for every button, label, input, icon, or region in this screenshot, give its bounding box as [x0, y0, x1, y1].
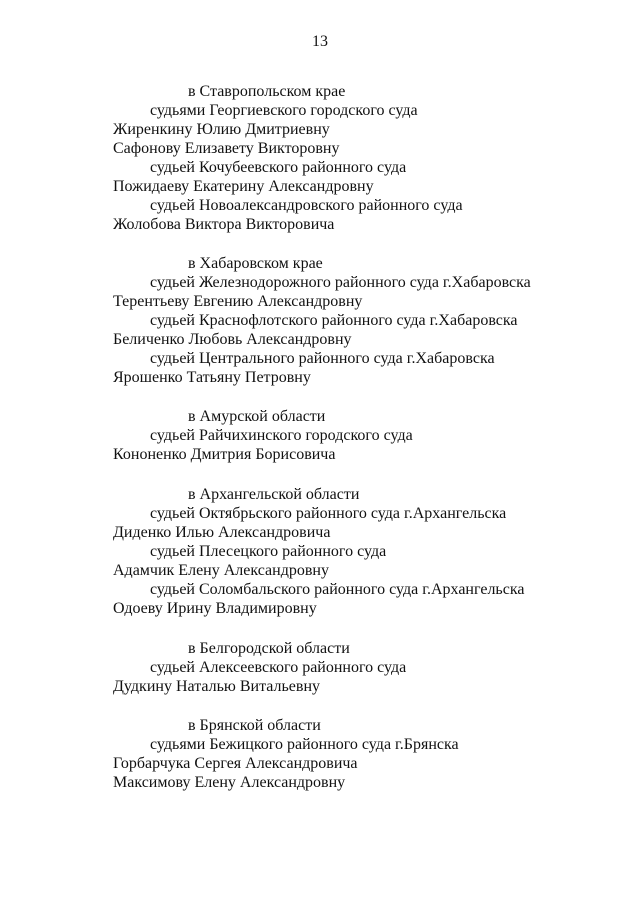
court-line: судьями Георгиевского городского суда	[150, 102, 418, 119]
person-name: Диденко Илью Александровича	[113, 524, 331, 541]
court-line: судьей Центрального районного суда г.Хабаровска	[150, 350, 495, 367]
person-name: Жолобова Виктора Викторовича	[113, 216, 335, 233]
person-name: Сафонову Елизавету Викторовну	[113, 140, 340, 157]
court-line: судьей Райчихинского городского суда	[150, 427, 413, 444]
person-name: Жиренкину Юлию Дмитриевну	[113, 121, 330, 138]
person-name: Беличенко Любовь Александровну	[113, 331, 352, 348]
region-heading: в Архангельской области	[188, 486, 360, 503]
person-name: Терентьеву Евгению Александровну	[113, 293, 363, 310]
region-heading: в Амурской области	[188, 408, 326, 425]
person-name: Пожидаеву Екатерину Александровну	[113, 178, 374, 195]
court-line: судьей Октябрьского районного суда г.Архангельска	[150, 505, 507, 522]
region-heading: в Брянской области	[188, 717, 321, 734]
person-name: Кононенко Дмитрия Борисовича	[113, 446, 336, 463]
person-name: Дудкину Наталью Витальевну	[113, 678, 321, 695]
court-line: судьей Новоалександровского районного суда	[150, 197, 463, 214]
region-heading: в Хабаровском крае	[188, 255, 323, 272]
region-heading: в Ставропольском крае	[188, 83, 346, 100]
court-line: судьей Алексеевского районного суда	[150, 659, 407, 676]
region-heading: в Белгородской области	[188, 640, 350, 657]
page-number: 13	[312, 33, 328, 50]
court-line: судьями Бежицкого районного суда г.Брянска	[150, 736, 459, 753]
person-name: Ярошенко Татьяну Петровну	[113, 369, 311, 386]
court-line: судьей Плесецкого районного суда	[150, 543, 387, 560]
person-name: Горбарчука Сергея Александровича	[113, 755, 358, 772]
person-name: Одоеву Ирину Владимировну	[113, 600, 317, 617]
person-name: Адамчик Елену Александровну	[113, 562, 329, 579]
court-line: судьей Кочубеевского районного суда	[150, 159, 407, 176]
court-line: судьей Краснофлотского районного суда г.Хабаровска	[150, 312, 518, 329]
person-name: Максимову Елену Александровну	[113, 774, 346, 791]
court-line: судьей Соломбальского районного суда г.Архангельска	[150, 581, 525, 598]
court-line: судьей Железнодорожного районного суда г.Хабаровска	[150, 274, 531, 291]
